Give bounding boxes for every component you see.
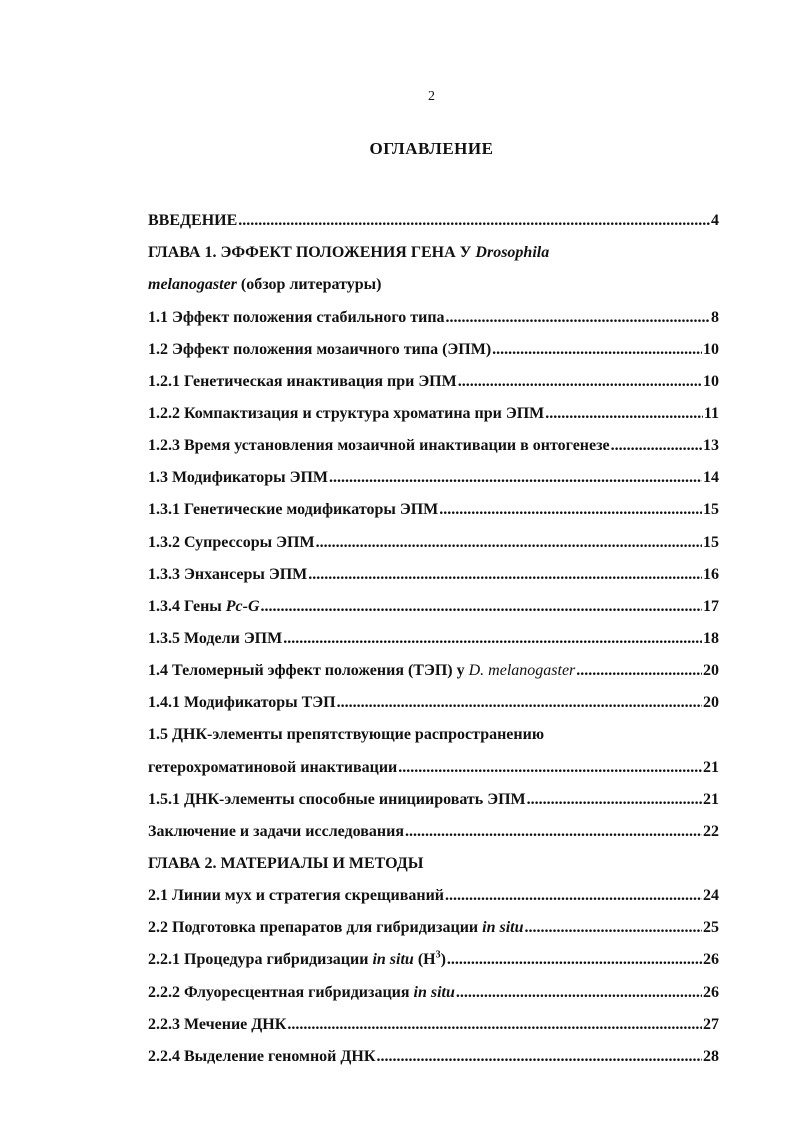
toc-entry-title: 1.3.4 Гены — [148, 597, 226, 615]
toc-entry[interactable] — [148, 777, 719, 809]
toc-entry-page: 21 — [703, 790, 719, 808]
table-of-contents — [148, 198, 719, 1066]
dot-leader — [439, 501, 702, 519]
toc-entry-page: 20 — [703, 662, 719, 680]
dot-leader — [337, 694, 702, 712]
toc-entry-title: 1.5.1 ДНК-элементы способные инициировать ЭПМ — [148, 790, 526, 808]
toc-entry[interactable] — [148, 648, 719, 680]
dot-leader — [446, 309, 710, 327]
toc-entry-page: 10 — [703, 372, 719, 390]
toc-entry-title: 1.2 Эффект положения мозаичного типа (ЭПМ) — [148, 340, 492, 358]
dot-leader — [525, 919, 703, 937]
toc-entry[interactable] — [148, 294, 719, 326]
toc-entry[interactable] — [148, 680, 719, 712]
toc-entry-title: 2.2.3 Мечение ДНК — [148, 1015, 287, 1033]
toc-entry-title: 1.3.3 Энхансеры ЭПМ — [148, 565, 308, 583]
toc-entry[interactable] — [148, 905, 719, 937]
toc-entry[interactable] — [148, 937, 719, 969]
toc-entry-title-italic: in situ — [372, 951, 414, 969]
dot-leader — [329, 469, 702, 487]
dot-leader — [376, 1048, 702, 1066]
toc-entry-title-italic: in situ — [413, 983, 455, 1001]
dot-leader — [261, 598, 702, 616]
dot-leader — [405, 823, 702, 841]
toc-entry-page: 15 — [703, 533, 719, 551]
toc-entry-title-italic: D. melanogaster — [468, 662, 576, 680]
toc-entry[interactable] — [148, 519, 719, 551]
toc-entry-title: 1.4 Теломерный эффект положения (ТЭП) у — [148, 662, 469, 680]
toc-entry-page: 26 — [703, 983, 719, 1001]
toc-entry-page: 27 — [703, 1015, 719, 1033]
toc-entry-title-italic: in situ — [482, 919, 524, 937]
toc-entry-page: 8 — [711, 308, 719, 326]
toc-entry[interactable] — [148, 391, 719, 423]
toc-entry[interactable] — [148, 359, 719, 391]
toc-entry-page: 13 — [703, 437, 719, 455]
dot-leader — [398, 759, 702, 777]
toc-entry-title: 1.2.2 Компактизация и структура хроматина при ЭПМ — [148, 404, 545, 422]
toc-entry[interactable] — [148, 230, 719, 262]
toc-entry-title: 1.2.1 Генетическая инактивация при ЭПМ — [148, 372, 457, 390]
toc-entry-title: ГЛАВА 2. МАТЕРИАЛЫ И МЕТОДЫ — [148, 854, 424, 872]
toc-entry-title: Заключение и задачи исследования — [148, 822, 404, 840]
toc-entry-page: 15 — [703, 501, 719, 519]
toc-entry-title: 2.2.4 Выделение геномной ДНК — [148, 1047, 376, 1065]
toc-entry-title-italic: Pc-G — [225, 597, 260, 615]
dot-leader — [611, 437, 702, 455]
dot-leader — [447, 951, 702, 969]
dot-leader — [283, 630, 702, 648]
dot-leader — [527, 791, 702, 809]
toc-entry[interactable] — [148, 262, 719, 294]
dot-leader — [445, 887, 702, 905]
toc-entry[interactable] — [148, 841, 719, 873]
toc-entry-page: 14 — [703, 469, 719, 487]
toc-entry-title: ВВЕДЕНИЕ — [148, 212, 238, 230]
toc-entry-title: 1.3 Модификаторы ЭПМ — [148, 469, 329, 487]
toc-entry-page: 28 — [703, 1047, 719, 1065]
toc-entry-page: 26 — [703, 951, 719, 969]
toc-entry-title: 1.3.5 Модели ЭПМ — [148, 629, 283, 647]
toc-entry-page: 16 — [703, 565, 719, 583]
dot-leader — [308, 566, 702, 584]
page-number: 2 — [428, 89, 435, 104]
toc-entry-title: 1.1 Эффект положения стабильного типа — [148, 308, 445, 326]
toc-entry-title: 1.2.3 Время установления мозаичной инактивации в онтогенезе — [148, 437, 610, 455]
toc-entry-title-tail: ) — [440, 951, 446, 969]
toc-entry-page: 24 — [703, 887, 719, 905]
toc-entry-title: 1.4.1 Модификаторы ТЭП — [148, 694, 336, 712]
toc-entry-title: 1.3.2 Супрессоры ЭПМ — [148, 533, 315, 551]
toc-entry-page: 11 — [703, 404, 719, 422]
toc-entry[interactable] — [148, 423, 719, 455]
toc-entry-page: 17 — [703, 597, 719, 615]
toc-entry[interactable] — [148, 455, 719, 487]
toc-entry-page: 10 — [703, 340, 719, 358]
dot-leader — [576, 662, 702, 680]
toc-entry[interactable] — [148, 744, 719, 776]
toc-entry[interactable] — [148, 873, 719, 905]
toc-entry[interactable] — [148, 1034, 719, 1066]
toc-entry-page: 21 — [703, 758, 719, 776]
dot-leader — [316, 534, 702, 552]
toc-entry-page: 25 — [703, 919, 719, 937]
dot-leader — [238, 212, 710, 230]
toc-entry[interactable] — [148, 584, 719, 616]
superscript: 3 — [435, 950, 441, 962]
toc-entry[interactable] — [148, 616, 719, 648]
page-title: ОГЛАВЛЕНИЕ — [369, 139, 494, 158]
dot-leader — [458, 373, 702, 391]
toc-entry-title-italic: melanogaster — [148, 276, 237, 294]
toc-entry[interactable] — [148, 1002, 719, 1034]
dot-leader — [545, 405, 703, 423]
toc-entry-page: 22 — [703, 822, 719, 840]
toc-entry[interactable] — [148, 712, 719, 744]
toc-entry-page: 4 — [711, 212, 719, 230]
dot-leader — [287, 1016, 702, 1034]
toc-entry-title: 2.2.2 Флуоресцентная гибридизация — [148, 983, 414, 1001]
toc-entry-title-italic: Drosophila — [475, 244, 550, 262]
toc-entry-page: 20 — [703, 694, 719, 712]
toc-entry[interactable] — [148, 969, 719, 1001]
toc-entry-title: 2.2 Подготовка препаратов для гибридизации — [148, 919, 483, 937]
toc-entry-title-tail: (Н — [413, 951, 436, 969]
toc-entry-title: 1.3.1 Генетические модификаторы ЭПМ — [148, 501, 439, 519]
dot-leader — [456, 984, 702, 1002]
toc-entry-title: 1.5 ДНК-элементы препятствующие распространению — [148, 726, 545, 744]
toc-entry-title: гетерохроматиновой инактивации — [148, 758, 398, 776]
toc-entry[interactable] — [148, 198, 719, 230]
toc-entry-title: ГЛАВА 1. ЭФФЕКТ ПОЛОЖЕНИЯ ГЕНА У — [148, 244, 476, 262]
toc-entry[interactable] — [148, 487, 719, 519]
toc-entry-title: 2.1 Линии мух и стратегия скрещиваний — [148, 887, 444, 905]
toc-entry-page: 18 — [703, 629, 719, 647]
dot-leader — [492, 341, 702, 359]
toc-entry[interactable] — [148, 327, 719, 359]
toc-entry[interactable] — [148, 552, 719, 584]
toc-entry-title: 2.2.1 Процедура гибридизации — [148, 951, 373, 969]
toc-entry-title: (обзор литературы) — [236, 276, 382, 294]
toc-entry[interactable] — [148, 809, 719, 841]
